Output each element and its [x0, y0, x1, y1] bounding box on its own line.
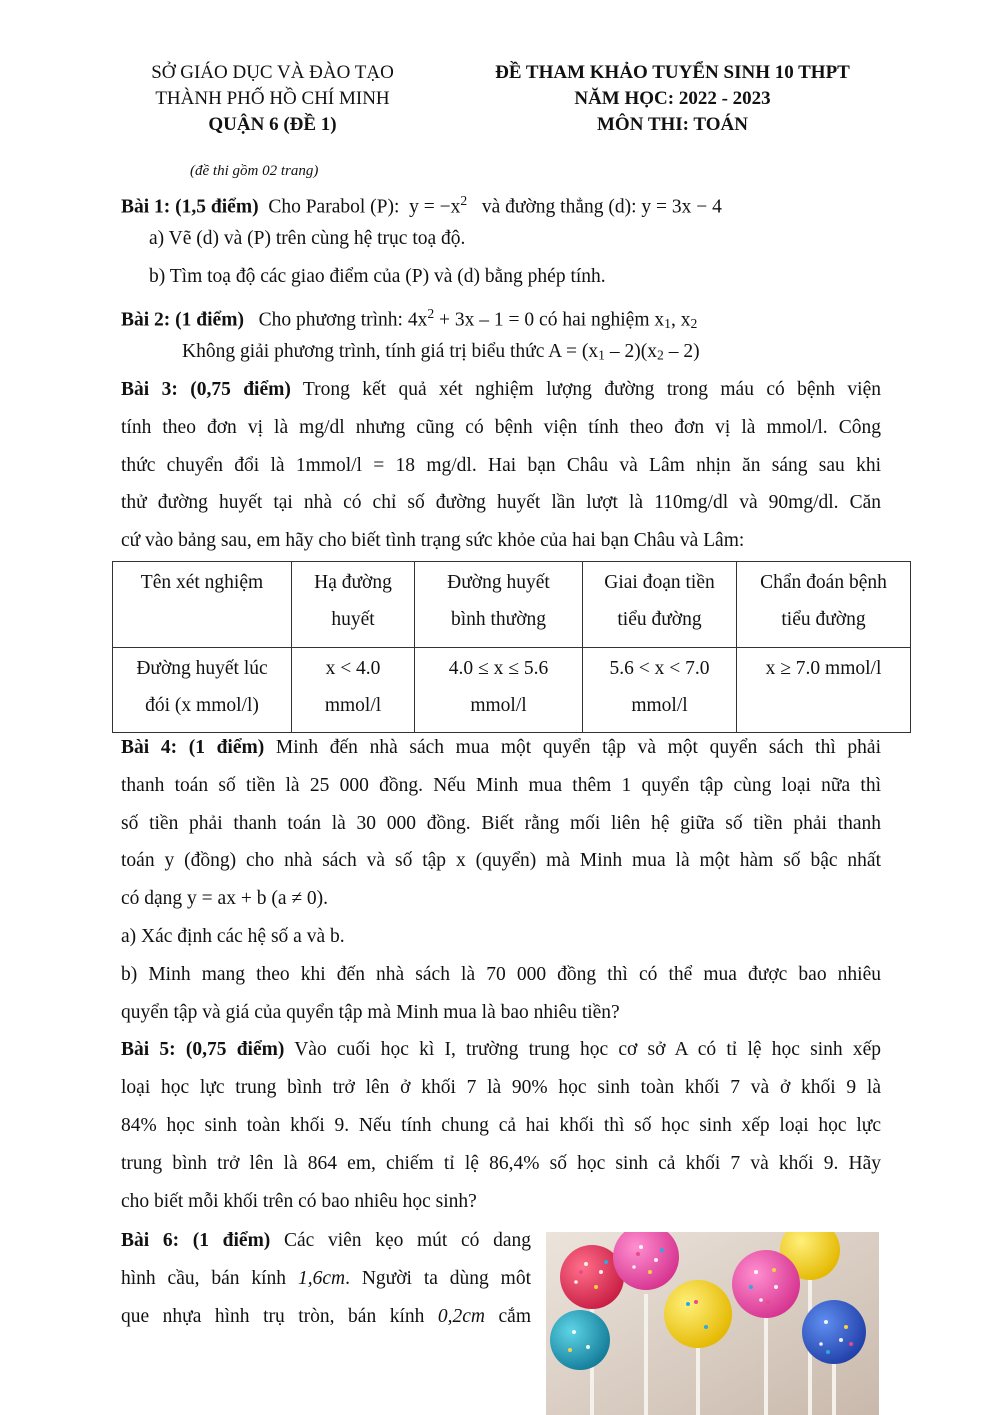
table-header-cell: Hạ đường huyết — [292, 562, 415, 648]
bai2-sub1: 1 — [664, 316, 671, 332]
bai2-line2b: – 2)(x — [604, 341, 657, 363]
bai1-parabola: y = −x — [409, 196, 461, 218]
table-cell: 4.0 ≤ x ≤ 5.6 mmol/l — [415, 647, 583, 733]
lollipop-illustration — [546, 1232, 879, 1415]
table-cell: x < 4.0 mmol/l — [292, 647, 415, 733]
bai4-part-a: a) Xác định các hệ số a và b. — [121, 925, 345, 947]
bai2-line2 — [121, 333, 881, 371]
bai6-title: Bài 6: (1 điểm) — [121, 1230, 271, 1251]
bai2-text3: , x — [670, 309, 691, 331]
bai6-line-1 — [121, 1222, 531, 1260]
table-header-cell: Giai đoạn tiền tiểu đường — [583, 562, 737, 648]
bai6-text-2b: . Người ta dùng môt — [345, 1267, 531, 1289]
bai5-title: Bài 5: (0,75 điểm) — [121, 1039, 285, 1061]
bai4-line-8: quyển tập và giá của quyển tập mà Minh mua là bao nhiêu tiền? — [121, 1001, 620, 1023]
bai6-line-3 — [121, 1298, 531, 1336]
table-cell: Đường huyết lúc đói (x mmol/l) — [113, 647, 292, 733]
bai5-line-5: cho biết mỗi khối trên có bao nhiêu học sinh? — [121, 1190, 477, 1212]
bai1-part-b: b) Tìm toạ độ các giao điểm của (P) và (d) bằng phép tính. — [149, 265, 606, 287]
bai3-line-5: cứ vào bảng sau, em hãy cho biết tình trạng sức khỏe của hai bạn Châu và Lâm: — [121, 530, 745, 552]
bai6-radius-stick: 0,2cm — [437, 1305, 485, 1327]
department-name: SỞ GIÁO DỤC VÀ ĐÀO TẠO — [151, 62, 394, 83]
bai2-line2c: – 2) — [663, 341, 700, 363]
bai4-part-b: b) Minh mang theo khi đến nhà sách là 70 000 đồng thì có thể mua được bao nhiêu — [121, 963, 881, 985]
bai3-line-2: tính theo đơn vị là mg/dl nhưng cũng có bệnh viện tính theo đơn vị là mmol/l. Công — [121, 416, 881, 438]
bai5-line-3: 84% học sinh toàn khối 9. Nếu tính chung cả hai khối thì số học sinh xếp loại học lực — [121, 1114, 881, 1136]
bai1-line-eq: y = 3x − 4 — [641, 196, 722, 218]
bai5-line-1 — [121, 1031, 881, 1069]
bai2-title: Bài 2: (1 điểm) — [121, 309, 244, 331]
bai3-line-4: thử đường huyết tại nhà có chỉ số đường huyết lần lượt là 110mg/dl và 90mg/dl. Căn — [121, 492, 881, 514]
bai4-line-5: có dạng y = ax + b (a ≠ 0). — [121, 888, 329, 910]
table-cell: x ≥ 7.0 mmol/l — [737, 647, 911, 733]
header-left — [110, 60, 435, 138]
bai6-text-3a: que nhựa hình trụ tròn, bán kính — [121, 1305, 438, 1327]
bai1-parabola-exp: 2 — [460, 193, 468, 208]
bai6-text-2a: hình cầu, bán kính — [121, 1267, 298, 1289]
bai2-text2: + 3x – 1 = 0 có hai nghiệm x — [434, 309, 665, 331]
bai2-line2-sub1: 1 — [598, 347, 605, 363]
bai3-title: Bài 3: (0,75 điểm) — [121, 378, 291, 400]
school-year: NĂM HỌC: 2022 - 2023 — [574, 88, 771, 109]
bai3-line-1 — [121, 371, 881, 409]
bai1-title: Bài 1: (1,5 điểm) — [121, 196, 259, 218]
lollipop-photo — [546, 1232, 879, 1415]
bai1-part-a: a) Vẽ (d) và (P) trên cùng hệ trục toạ độ. — [149, 227, 466, 249]
blood-sugar-table — [112, 561, 911, 733]
bai4-line-4: toán y (đồng) cho nhà sách và số tập x (quyển) mà Minh mua là một hàm số bậc nhất — [121, 850, 881, 872]
bai4-line-2: thanh toán số tiền là 25 000 đồng. Nếu Minh mua thêm 1 quyển tập cùng loại nữa thì — [121, 774, 881, 796]
bai4-line-1 — [121, 729, 881, 767]
table-header-row — [113, 562, 911, 648]
bai2-sub2: 2 — [690, 316, 698, 332]
bai6-block — [121, 1222, 531, 1335]
bai4-line-3: số tiền phải thanh toán là 30 000 đồng. Biết rằng mối liên hệ giữa số tiền phải thanh — [121, 812, 881, 834]
bai1-line — [121, 182, 881, 220]
exam-content — [121, 182, 881, 560]
table-row — [113, 647, 911, 733]
bai5-line-4: trung bình trở lên là 864 em, chiếm tỉ lệ 86,4% số học sinh cả khối 7 và khối 9. Hãy — [121, 1152, 881, 1174]
exam-title: ĐỀ THAM KHẢO TUYỂN SINH 10 THPT — [495, 62, 850, 83]
bai5-line-2: loại học lực trung bình trở lên ở khối 7 là 90% học sinh toàn khối 7 và ở khối 9 là — [121, 1077, 881, 1099]
bai2-line2a: Không giải phương trình, tính giá trị biểu thức A = (x — [182, 341, 599, 363]
table-header-cell: Chẩn đoán bệnh tiểu đường — [737, 562, 911, 648]
page-count-note: (đề thi gồm 02 trang) — [190, 163, 319, 179]
bai6-line-2 — [121, 1260, 531, 1298]
bai4-title: Bài 4: (1 điểm) — [121, 737, 265, 758]
district-name: QUẬN 6 (ĐỀ 1) — [208, 114, 337, 135]
bai6-text-1: Các viên kẹo mút có dang — [283, 1230, 531, 1251]
bai2-exp: 2 — [427, 306, 435, 322]
bai1-mid: và đường thẳng (d): — [481, 196, 637, 218]
bai1-intro: Cho Parabol (P): — [268, 196, 400, 218]
bai5-text-1: Vào cuối học kì I, trường trung học cơ sở A có tỉ lệ học sinh xếp — [294, 1039, 881, 1061]
bai6-radius-sphere: 1,6cm — [297, 1267, 346, 1289]
table-header-cell: Tên xét nghiệm — [113, 562, 292, 648]
header-right — [440, 60, 905, 138]
table-header-cell: Đường huyết bình thường — [415, 562, 583, 648]
exam-subject: MÔN THI: TOÁN — [597, 114, 748, 135]
table-cell: 5.6 < x < 7.0 mmol/l — [583, 647, 737, 733]
bai2-text1: Cho phương trình: 4x — [258, 309, 428, 331]
bai2-line2-sub2: 2 — [656, 347, 664, 363]
bai2-line — [121, 295, 881, 333]
exam-content-2 — [121, 729, 881, 1220]
bai3-text-1: Trong kết quả xét nghiệm lượng đường trong máu có bệnh viện — [302, 378, 881, 400]
bai6-text-3b: cắm — [485, 1305, 531, 1327]
bai4-text-1: Minh đến nhà sách mua một quyển tập và một quyển sách thì phải — [275, 737, 881, 758]
bai3-line-3: thức chuyển đổi là 1mmol/l = 18 mg/dl. Hai bạn Châu và Lâm nhịn ăn sáng sau khi — [121, 454, 881, 476]
city-name: THÀNH PHỐ HỒ CHÍ MINH — [155, 88, 390, 109]
